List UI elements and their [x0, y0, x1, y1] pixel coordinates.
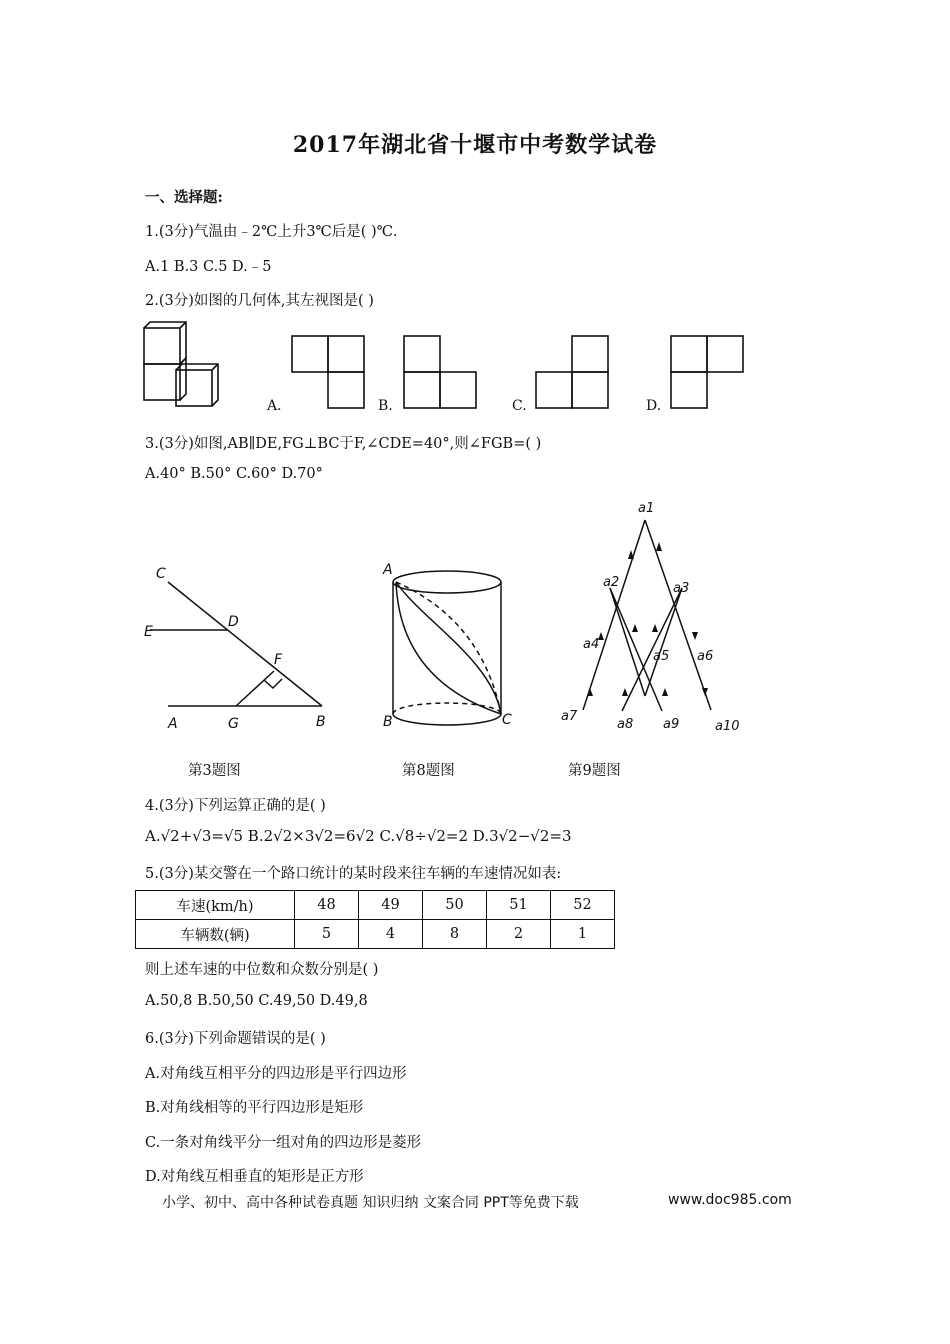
table-cell: 49: [359, 891, 423, 920]
option-a-label: A.: [267, 398, 282, 414]
fig9-node-a8: a8: [617, 717, 634, 732]
fig9-node-a1: a1: [638, 501, 655, 516]
figure-8-diagram: [382, 560, 522, 740]
section-heading: 一、选择题:: [145, 189, 223, 206]
table-cell: 52: [551, 891, 615, 920]
fig9-node-a6: a6: [697, 649, 714, 664]
question-1-options: A.1 B.3 C.5 D.﹣5: [145, 259, 272, 275]
table-cell: 50: [423, 891, 487, 920]
question-6-option-b: B.对角线相等的平行四边形是矩形: [145, 1100, 364, 1116]
question-6: 6.(3分)下列命题错误的是( ): [145, 1031, 326, 1047]
fig3-point-g: G: [228, 716, 239, 732]
fig9-node-a5: a5: [653, 649, 670, 664]
question-5-followup: 则上述车速的中位数和众数分别是( ): [145, 962, 379, 978]
option-c-view: [536, 336, 608, 408]
fig8-point-c: C: [502, 712, 512, 728]
option-a-view: [292, 336, 364, 408]
fig3-point-c: C: [156, 566, 166, 582]
question-2: 2.(3分)如图的几何体,其左视图是( ): [145, 293, 374, 309]
question-6-option-a: A.对角线互相平分的四边形是平行四边形: [145, 1066, 407, 1082]
table-row: [136, 891, 615, 920]
figure-9-caption: 第9题图: [568, 763, 621, 779]
table-cell: 48: [295, 891, 359, 920]
table-cell: 5: [295, 920, 359, 949]
page-title: 2017年湖北省十堰市中考数学试卷: [292, 132, 658, 158]
figure-3-diagram: [140, 560, 340, 740]
option-d-view: [671, 336, 743, 408]
figure-9-diagram: [555, 498, 745, 738]
option-c-label: C.: [512, 398, 527, 414]
table-header-count: 车辆数(辆): [136, 920, 295, 949]
fig9-node-a9: a9: [663, 717, 680, 732]
footer-text: 小学、初中、高中各种试卷真题 知识归纳 文案合同 PPT等免费下载: [162, 1195, 579, 1211]
fig9-node-a2: a2: [603, 575, 620, 590]
option-b-view: [404, 336, 476, 408]
question-4: 4.(3分)下列运算正确的是( ): [145, 798, 326, 814]
fig8-point-a: A: [383, 562, 393, 578]
table-cell: 2: [487, 920, 551, 949]
table-cell: 4: [359, 920, 423, 949]
question-2-figure: [140, 318, 760, 418]
speed-table: [135, 890, 615, 949]
fig3-point-b: B: [316, 714, 326, 730]
table-row: [136, 920, 615, 949]
option-b-label: B.: [378, 398, 393, 414]
table-cell: 51: [487, 891, 551, 920]
fig3-point-a: A: [168, 716, 178, 732]
option-d-label: D.: [646, 398, 662, 414]
table-header-speed: 车速(km/h): [136, 891, 295, 920]
question-5: 5.(3分)某交警在一个路口统计的某时段来往车辆的车速情况如表:: [145, 866, 562, 882]
figure-3-caption: 第3题图: [188, 763, 241, 779]
fig9-node-a10: a10: [715, 719, 740, 734]
fig9-node-a7: a7: [561, 709, 578, 724]
fig9-node-a4: a4: [583, 637, 600, 652]
question-4-options: A.√2+√3=√5 B.2√2×3√2=6√2 C.√8÷√2=2 D.3√2−√2=3: [145, 827, 572, 845]
figure-8-caption: 第8题图: [402, 763, 455, 779]
cube-geometry: [144, 322, 218, 406]
fig9-node-a3: a3: [673, 581, 690, 596]
question-5-options: A.50,8 B.50,50 C.49,50 D.49,8: [145, 993, 368, 1009]
table-cell: 8: [423, 920, 487, 949]
question-6-option-d: D.对角线互相垂直的矩形是正方形: [145, 1169, 364, 1185]
question-1: 1.(3分)气温由﹣2℃上升3℃后是( )℃.: [145, 224, 398, 240]
fig3-point-d: D: [228, 614, 239, 630]
question-6-option-c: C.一条对角线平分一组对角的四边形是菱形: [145, 1135, 422, 1151]
fig3-point-e: E: [144, 624, 153, 640]
question-3-options: A.40° B.50° C.60° D.70°: [145, 466, 323, 482]
fig8-point-b: B: [383, 714, 393, 730]
table-cell: 1: [551, 920, 615, 949]
footer-link[interactable]: www.doc985.com: [668, 1192, 792, 1208]
question-3: 3.(3分)如图,AB∥DE,FG⊥BC于F,∠CDE=40°,则∠FGB=( ): [145, 436, 542, 452]
fig3-point-f: F: [274, 652, 283, 668]
